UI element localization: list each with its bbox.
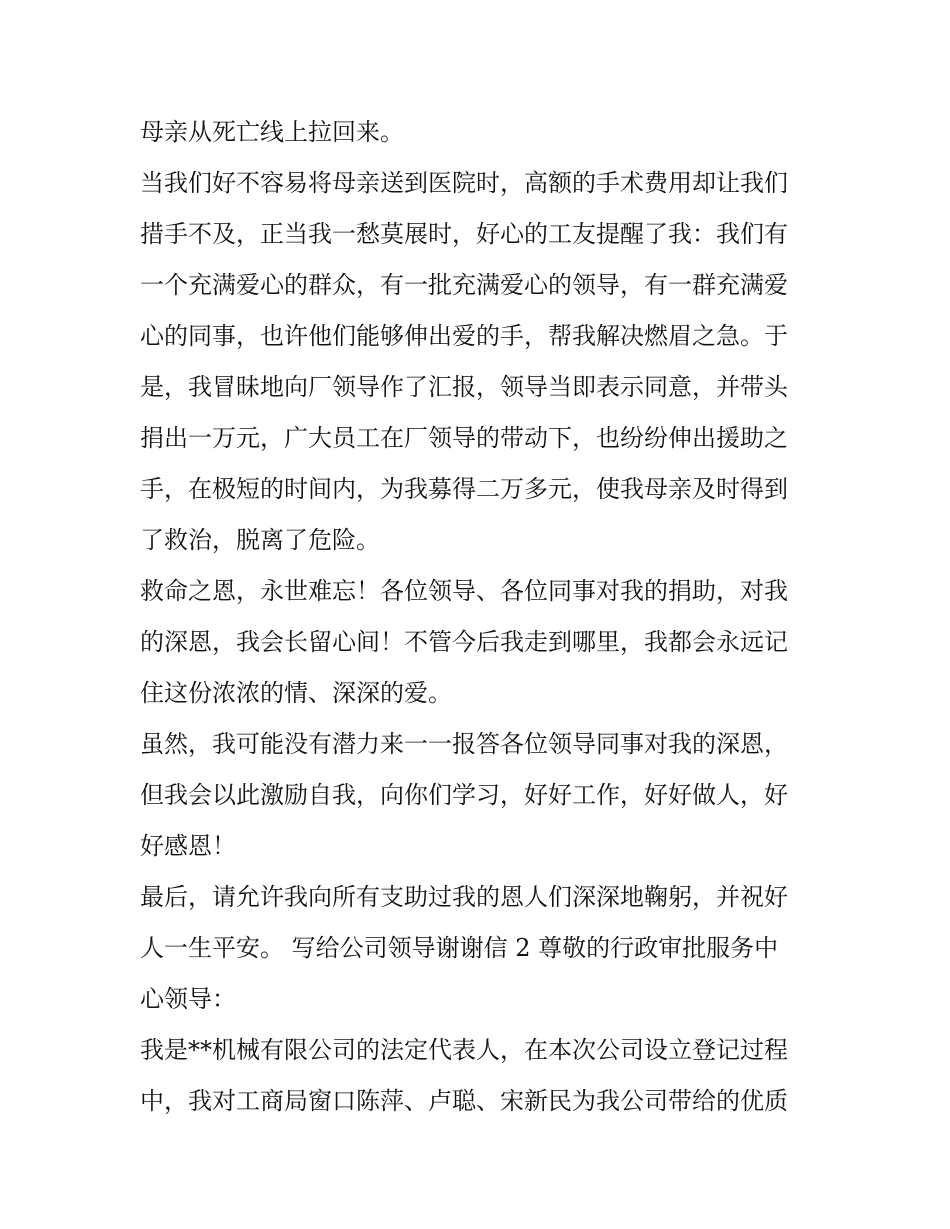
text-line-5: 心的同事，也许他们能够伸出爱的手，帮我解决燃眉之急。于 xyxy=(140,322,788,350)
text-line-19: 我是**机械有限公司的法定代表人，在本次公司设立登记过程 xyxy=(140,1036,788,1064)
document-body xyxy=(140,107,830,1127)
text-line-16: 最后，请允许我向所有支助过我的恩人们深深地鞠躬，并祝好 xyxy=(140,883,788,911)
text-line-20: 中，我对工商局窗口陈萍、卢聪、宋新民为我公司带给的优质 xyxy=(140,1087,788,1115)
text-line-10: 救命之恩，永世难忘！各位领导、各位同事对我的捐助，对我 xyxy=(140,577,788,605)
text-line-1: 母亲从死亡线上拉回来。 xyxy=(140,118,404,146)
text-line-13: 虽然，我可能没有潜力来一一报答各位领导同事对我的深恩， xyxy=(140,730,788,758)
text-line-8: 手，在极短的时间内，为我募得二万多元，使我母亲及时得到 xyxy=(140,475,788,503)
text-line-4: 一个充满爱心的群众，有一批充满爱心的领导，有一群充满爱 xyxy=(140,271,788,299)
text-line-18: 心领导： xyxy=(140,985,236,1013)
text-line-2: 当我们好不容易将母亲送到医院时，高额的手术费用却让我们 xyxy=(140,169,788,197)
text-line-3: 措手不及，正当我一愁莫展时，好心的工友提醒了我：我们有 xyxy=(140,220,788,248)
text-line-11: 的深恩，我会长留心间！不管今后我走到哪里，我都会永远记 xyxy=(140,628,788,656)
text-line-14: 但我会以此激励自我，向你们学习，好好工作，好好做人，好 xyxy=(140,781,788,809)
text-line-6: 是，我冒昧地向厂领导作了汇报，领导当即表示同意，并带头 xyxy=(140,373,788,401)
text-line-17: 人一生平安。 写给公司领导谢谢信 2 尊敬的行政审批服务中 xyxy=(140,934,779,962)
text-line-12: 住这份浓浓的情、深深的爱。 xyxy=(140,679,452,707)
text-line-9: 了救治，脱离了危险。 xyxy=(140,526,380,554)
text-line-15: 好感恩！ xyxy=(140,832,236,860)
text-line-7: 捐出一万元，广大员工在厂领导的带动下，也纷纷伸出援助之 xyxy=(140,424,788,452)
